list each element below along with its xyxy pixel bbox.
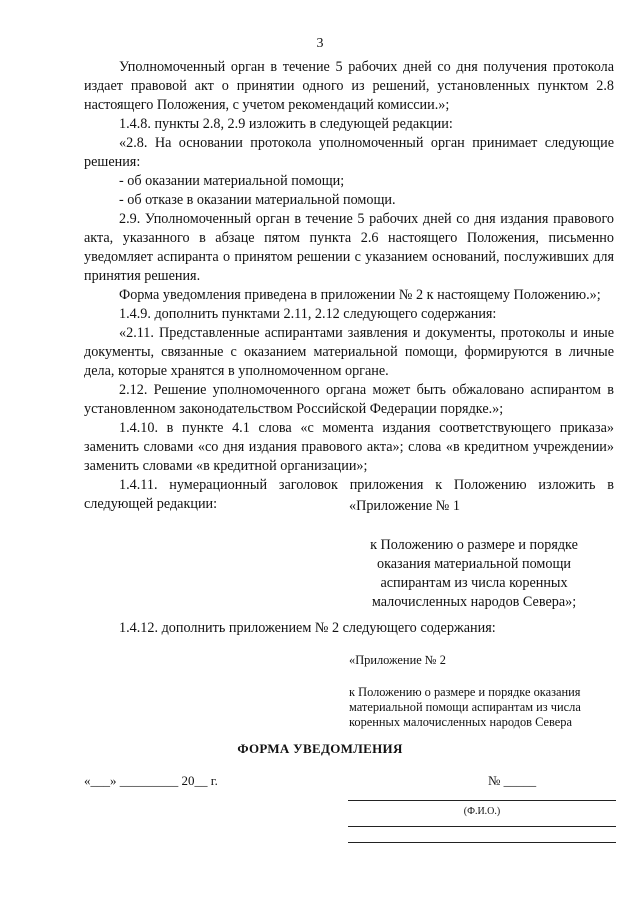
paragraph: 2.12. Решение уполномоченного органа может быть обжаловано аспирантом в установленном законодательством Российской Федерации порядке.»; [84,382,614,417]
document-body [84,58,614,514]
appendix1-line: аспирантам из числа коренных [380,575,568,591]
paragraph: «2.11. Представленные аспирантами заявления и документы, протоколы и иные документы, связанные с оказанием материальной помощи, формируются в личные дела, которые хранятся в уполномоченном органе. [84,325,614,379]
address-underline [348,842,616,843]
appendix1-line: к Положению о размере и порядке [370,537,578,553]
paragraph: 1.4.8. пункты 2.8, 2.9 изложить в следующей редакции: [119,116,453,132]
appendix1-caption [349,536,599,612]
number-field: № _____ [488,773,537,788]
appendix1-title: «Приложение № 1 [349,498,460,514]
form-title: ФОРМА УВЕДОМЛЕНИЯ [237,741,403,756]
paragraph: Форма уведомления приведена в приложении № 2 к настоящему Положению.»; [119,287,601,303]
paragraph: 1.4.11. нумерационный заголовок приложения к Положению изложить в следующей редакции: [84,477,614,512]
paragraph: 2.9. Уполномоченный орган в течение 5 рабочих дней со дня издания правового акта, указанного в абзаце пятом пункта 2.6 настоящего Положения, письменно уведомляет аспиранта о принятом решении с указанием оснований, послуживших для принятия решения. [84,211,614,284]
paragraph: - об отказе в оказании материальной помощи. [119,192,396,208]
appendix1-line: оказания материальной помощи [376,556,572,572]
appendix2-line: материальной помощи аспирантам из числа [349,700,581,714]
appendix2-caption [349,685,619,730]
paragraph: 1.4.10. в пункте 4.1 слова «с момента издания соответствующего приказа» заменить словами «со дня издания правового акта»; слова «в кредитном учреждении» заменить словами «в кредитной организации»; [84,420,614,474]
appendix2-title: «Приложение № 2 [349,653,446,667]
date-field: «___» _________ 20__ г. [84,773,218,788]
page-number: 3 [316,36,324,51]
appendix1-line: малочисленных народов Севера»; [371,594,577,610]
paragraph: «2.8. На основании протокола уполномоченный орган принимает следующие решения: [84,135,614,170]
paragraph: - об оказании материальной помощи; [119,173,345,189]
appendix2-line: коренных малочисленных народов Севера [349,715,573,729]
fio-caption: (Ф.И.О.) [463,806,501,817]
paragraph: 1.4.9. дополнить пунктами 2.11, 2.12 следующего содержания: [119,306,497,322]
item-1-4-12: 1.4.12. дополнить приложением № 2 следующего содержания: [119,620,496,636]
address-underline [348,826,616,827]
paragraph: Уполномоченный орган в течение 5 рабочих дней со дня получения протокола издает правовой акт о принятии одного из решений, установленных пунктом 2.8 настоящего Положения, с учетом рекомендаций комиссии.»; [84,59,614,113]
fio-underline [348,800,616,801]
appendix2-line: к Положению о размере и порядке оказания [349,685,581,699]
